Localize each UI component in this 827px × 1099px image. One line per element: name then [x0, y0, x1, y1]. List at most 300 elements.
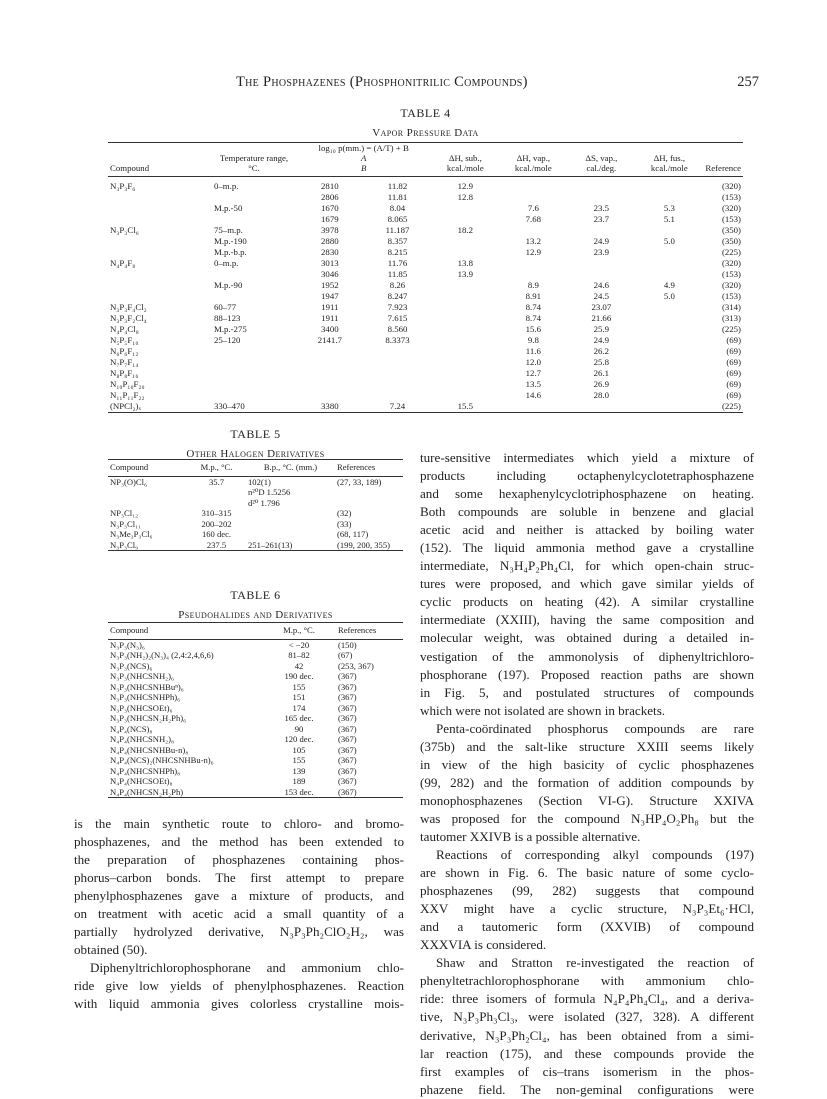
left-column-line: is the main synthetic route to chloro- and bromo-	[74, 816, 404, 831]
table6-cell: (367)	[338, 713, 357, 723]
table4-cell	[212, 368, 296, 379]
right-column-line: XXV might have a cyclic structure, N₃P₃Et₆·HCl,	[420, 901, 754, 917]
table4-cell: (225)	[721, 247, 741, 257]
table4-cell	[635, 269, 703, 280]
left-column-line: phorus–carbon bonds. The first attempt to prepare	[74, 870, 404, 886]
table4-header-row	[108, 143, 743, 177]
table6-cell: N₄P₄(NHCSNHPh)₈	[110, 765, 181, 776]
table4-row	[108, 291, 743, 302]
t4-h-eq-label: log₁₀ p(mm.) = (A/T) + B	[318, 143, 409, 153]
table4-cell	[499, 269, 567, 280]
table4-cell	[499, 258, 567, 269]
table4-cell: 11.81	[387, 192, 408, 202]
table4-row	[108, 368, 743, 379]
table4-cell: N₃P₃Cl₆	[110, 225, 139, 235]
table4-cell: 8.065	[387, 214, 408, 224]
table4-cell	[364, 390, 432, 401]
right-column-line: ture-sensitive intermediates which yield a mixture of	[420, 450, 754, 465]
table5-cell: 251–261(13)	[248, 539, 293, 550]
table4-cell: 24.9	[593, 236, 610, 246]
table4-cell	[431, 346, 499, 357]
t6-h-ref: References	[336, 623, 403, 640]
table4-cell: 7.923	[387, 302, 408, 312]
table4-cell: N₃P₃F₄Cl₂	[110, 302, 147, 312]
right-column-line: first examples of cis–trans isomerism in the phos-	[420, 1063, 754, 1079]
table6-cell: (367)	[338, 702, 357, 713]
table5-cell: N₃P₃Cl₉	[110, 539, 139, 550]
table4-cell: 8.3373	[385, 335, 410, 345]
table6-cell: (67)	[338, 650, 353, 660]
table6-cell: (367)	[338, 765, 357, 776]
table4-cell	[296, 368, 364, 379]
table4-cell	[431, 313, 499, 324]
right-column-line: and a tautomeric form (XXVIB) of compound	[420, 919, 754, 935]
table4-cell: N₅P₅F₁₀	[110, 335, 139, 345]
table4-cell: 26.1	[593, 368, 610, 378]
table4-cell: 3380	[321, 401, 339, 411]
table5-cell: (27, 33, 189)	[337, 476, 382, 487]
table6-cell: (367)	[338, 681, 357, 692]
table4-cell: 11.6	[525, 346, 541, 356]
table5-row	[108, 529, 403, 540]
table4-row	[108, 302, 743, 313]
table5-cell: (68, 117)	[337, 529, 369, 539]
table5-cell	[246, 529, 335, 540]
table4-cell	[108, 214, 212, 225]
table4-cell: (153)	[721, 214, 741, 224]
table4-cell	[635, 379, 703, 390]
right-column-text	[420, 449, 754, 1099]
table4-cell: 0–m.p.	[214, 181, 239, 191]
left-column-line: ride give low yields of phenylphosphazenes. Reaction	[74, 978, 404, 994]
table5-header-row	[108, 460, 403, 477]
table4-cell	[212, 390, 296, 401]
table6-row	[108, 776, 403, 787]
table6-cell: N₄P₄(NCS)₂(NHCSNHBu-n)₆	[110, 755, 214, 765]
left-column-line: phosphazenes, and the method has been extended to	[74, 834, 404, 850]
table4-cell: 28.0	[593, 390, 610, 400]
table6-row	[108, 639, 403, 650]
table4-cell	[364, 357, 432, 368]
table5-cell: NP₃(O)Cl₆	[110, 476, 148, 487]
table5-row	[108, 508, 403, 519]
table4-cell	[431, 390, 499, 401]
table4-cell: N₃P₃F₂Cl₄	[110, 313, 147, 323]
table4-cell: (225)	[721, 324, 741, 334]
table4-cell: 26.2	[593, 346, 610, 356]
table4-cell	[296, 357, 364, 368]
table4-cell: 8.357	[387, 236, 408, 246]
table6-cell: (367)	[338, 723, 357, 734]
table4-cell: 12.9	[457, 181, 474, 191]
table5-cell: 200–202	[201, 518, 232, 529]
table4-cell: (69)	[726, 390, 741, 400]
table4-cell: 1911	[321, 302, 339, 312]
table4-cell: 11.187	[385, 225, 410, 235]
table6-row	[108, 755, 403, 766]
table4-cell: 25.9	[593, 324, 610, 334]
table4-cell	[364, 379, 432, 390]
table4-cell: 23.9	[593, 247, 610, 257]
table6-cell: N₄P₄(NHCSN₂H₂Ph)	[110, 786, 184, 797]
table4-row	[108, 247, 743, 258]
table4-cell: 2141.7	[317, 335, 342, 345]
right-column-line: (375b) and the salt-like structure XXIII seems likely	[420, 738, 754, 754]
table4-cell: 7.615	[387, 313, 408, 323]
table6-cell: N₄P₄(NHCSOEt)₈	[110, 776, 173, 786]
table6-row	[108, 703, 403, 714]
table4-cell: (314)	[721, 302, 741, 312]
table4-cell	[499, 177, 567, 193]
table4-cell	[296, 346, 364, 357]
table5-number: TABLE 5	[230, 427, 281, 441]
table4-cell	[635, 225, 703, 236]
table4-cell: N₁₁P₁₁F₂₂	[110, 390, 145, 400]
table6-cell: 155	[292, 755, 306, 765]
table6-cell: (367)	[338, 786, 357, 797]
table4-cell	[431, 324, 499, 335]
table5-cell: N₃Me₃P₃Cl₆	[110, 529, 153, 539]
table4-cell: (69)	[726, 379, 741, 389]
table4-cell: 18.2	[457, 225, 474, 235]
table4-cell	[635, 335, 703, 346]
table4-title: Vapor Pressure Data	[372, 127, 479, 139]
table4-cell: 7.24	[389, 401, 406, 411]
table4-cell: M.p.-90	[214, 280, 243, 290]
table4-cell	[635, 368, 703, 379]
right-column-line: Penta-coördinated phosphorus compounds are rare	[436, 720, 754, 736]
table4-cell: 3978	[321, 225, 339, 235]
table4-cell	[212, 291, 296, 302]
table4-cell	[108, 203, 212, 214]
table4-cell	[108, 269, 212, 280]
table4-cell: 2830	[321, 247, 339, 257]
table4-row	[108, 390, 743, 401]
table4-cell: (69)	[726, 335, 741, 345]
table4-cell: 13.8	[457, 258, 474, 268]
table4-cell: 2806	[321, 192, 339, 202]
table6-cell: (367)	[338, 671, 357, 681]
table4-cell: 1952	[321, 280, 339, 290]
table4-cell: 2810	[321, 181, 339, 191]
table4-row	[108, 346, 743, 357]
table4-row	[108, 280, 743, 291]
table4-cell	[212, 357, 296, 368]
right-column-line: intermediate, N₃H₄P₂Ph₄Cl, for which open-chain struc-	[420, 558, 754, 574]
t4-h-a: A	[360, 153, 367, 163]
table5-cell	[246, 519, 335, 530]
right-column-line: derivative, N₃P₃Ph₂Cl₄, has been obtained from a simi-	[420, 1027, 754, 1043]
table6-row	[108, 734, 403, 745]
table6-cell: N₃P₃(NHCSNHBuⁿ)₆	[110, 681, 184, 692]
table4-cell: 5.1	[663, 214, 675, 224]
table4-cell	[212, 346, 296, 357]
right-column-line: tures were proposed, and which gave similar yields of	[420, 576, 754, 592]
table6-cell: 151	[292, 692, 306, 702]
table6-cell: 153 dec.	[284, 786, 314, 797]
t4-h-hvap: ΔH, vap., kcal./mole	[499, 143, 567, 177]
left-column-line: with liquid ammonia gives colorless crystalline mois-	[74, 996, 404, 1012]
table4-cell	[212, 192, 296, 203]
table4-cell: 4.9	[663, 280, 675, 290]
right-column-line: was proposed for the compound N₃HP₄O₂Ph₈ but the	[420, 810, 754, 826]
table4-row	[108, 258, 743, 269]
table4-cell: 5.0	[663, 291, 675, 301]
table5-row	[108, 519, 403, 530]
table4-cell: 11.85	[387, 269, 408, 279]
table5-row	[108, 476, 403, 487]
table4-cell	[635, 302, 703, 313]
right-column-line: phenyltetrachlorophosphorane with ammonium chlo-	[420, 973, 754, 989]
table4-cell: 24.5	[593, 291, 610, 301]
table4-cell: 8.74	[525, 302, 542, 312]
right-column-line: monophosphazenes (Section VI-G). Structure XXIVA	[420, 792, 754, 808]
table6-title: Pseudohalides and Derivatives	[178, 609, 333, 621]
table4-cell	[635, 258, 703, 269]
table4-cell: 11.82	[387, 181, 408, 191]
table4-caption	[108, 106, 743, 139]
table4-cell: N₈P₈F₁₆	[110, 368, 139, 378]
table4-cell	[108, 280, 212, 291]
table6-cell: N₃P₃(NHCSNHPh)₆	[110, 692, 181, 702]
table4-cell	[364, 346, 432, 357]
running-header	[0, 74, 827, 94]
table6-cell: N₄P₄(NHCSNH₂)₈	[110, 734, 175, 744]
table4-cell: 24.6	[593, 280, 610, 290]
table6-header-row	[108, 623, 403, 640]
table6-number: TABLE 6	[230, 588, 281, 602]
table6-row	[108, 766, 403, 777]
table4-cell: 8.26	[389, 280, 406, 290]
table4-cell	[567, 192, 635, 203]
table4-cell: M.p.-275	[214, 324, 247, 334]
right-column-line: (152). The liquid ammonia method gave a crystalline	[420, 540, 754, 556]
table4-cell: 13.9	[457, 269, 474, 279]
table4-cell: (69)	[726, 368, 741, 378]
table6-cell: N₃P₃(NHCSN₂H₂Ph)₆	[110, 713, 187, 723]
table4-row	[108, 357, 743, 368]
table4-cell	[567, 401, 635, 413]
table4-cell	[635, 390, 703, 401]
table4-row	[108, 177, 743, 193]
table4-cell	[108, 236, 212, 247]
table6-cell: 81–82	[288, 650, 310, 660]
table6-cell: 90	[294, 723, 304, 734]
table5-cell: d²⁰ 1.796	[248, 497, 280, 508]
table6-cell: 105	[292, 744, 306, 755]
table4-cell: (NPCl₂)ₓ	[110, 401, 142, 411]
table6-cell: N₄P₄(NCS)₈	[110, 723, 153, 734]
table4-cell	[431, 203, 499, 214]
table6-cell: (367)	[338, 692, 357, 702]
table6-cell: 155	[292, 681, 306, 692]
right-column-line: Both compounds are soluble in benzene and glacial	[420, 504, 754, 520]
table4-cell: N₄P₄Cl₈	[110, 324, 139, 334]
table6-cell: (150)	[338, 639, 357, 650]
table4-cell: 15.5	[457, 401, 474, 411]
table4-cell: 1670	[321, 203, 339, 213]
t5-h-ref: References	[335, 460, 403, 477]
table5-title: Other Halogen Derivatives	[186, 448, 325, 460]
table4-cell	[431, 236, 499, 247]
table4-cell: 8.91	[525, 291, 542, 301]
table4-row	[108, 203, 743, 214]
table5-cell: NP₃Cl₁₂	[110, 508, 139, 518]
left-column-line: on treatment with acetic acid a small quantity of a	[74, 906, 404, 922]
table5-cell: 237.5	[206, 539, 227, 550]
table4-cell	[108, 291, 212, 302]
right-column-line: tive, N₃P₃Ph₃Cl₃, were isolated (327, 328). A different	[420, 1009, 754, 1025]
table4-cell	[431, 247, 499, 258]
table4-cell	[431, 368, 499, 379]
table4-cell: 13.2	[525, 236, 542, 246]
t4-h-temp: Temperature range, °C.	[212, 143, 296, 177]
table5-cell: (199, 200, 355)	[337, 539, 390, 550]
running-title: The Phosphazenes (Phosphonitrilic Compounds)	[236, 74, 528, 90]
table4-cell: N₆P₆F₁₂	[110, 346, 139, 356]
right-column-line: vestigation of the ammonolysis of diphenyltrichloro-	[420, 648, 754, 664]
table4-cell	[431, 335, 499, 346]
table6-cell: 120 dec.	[284, 734, 314, 744]
table4-cell	[567, 177, 635, 193]
table4-row	[108, 335, 743, 346]
table6-row	[108, 692, 403, 703]
table4-cell	[567, 225, 635, 236]
table4-cell	[499, 192, 567, 203]
table6-cell: N₃P₃(NHCSNH₂)₆	[110, 671, 175, 681]
table6-row	[108, 650, 403, 661]
t5-h-mp: M.p., °C.	[187, 460, 246, 477]
table4-cell: 75–m.p.	[214, 225, 243, 235]
table4-cell: (153)	[721, 269, 741, 279]
table4-cell: 3046	[321, 269, 339, 279]
table6-cell: N₃P₃(N₃)₆	[110, 639, 145, 650]
table4-cell: 1911	[321, 313, 339, 323]
table4-cell: 7.6	[527, 203, 539, 213]
table4-cell: 7.68	[525, 214, 542, 224]
table4-cell: 26.9	[593, 379, 610, 389]
t5-h-compound: Compound	[108, 460, 187, 477]
table4-cell: 0–m.p.	[214, 258, 239, 268]
left-column-line: obtained (50).	[74, 942, 148, 958]
table6-cell: (367)	[338, 776, 357, 786]
table4-cell	[431, 280, 499, 291]
table4-row	[108, 401, 743, 413]
table6-cell: (367)	[338, 755, 357, 765]
table4-cell: (153)	[721, 291, 741, 301]
t4-h-eq	[296, 143, 431, 177]
table6-row	[108, 682, 403, 693]
table5-caption	[108, 427, 403, 460]
right-column-line: intermediate (XXIII), having the same composition and	[420, 612, 754, 628]
table4-row	[108, 313, 743, 324]
right-column-line: and some hexaphenylcyclotriphosphazene on heating.	[420, 486, 754, 502]
table4-cell: 8.247	[387, 291, 408, 301]
table4-cell: N₄P₄F₈	[110, 258, 136, 268]
table6-cell: N₃P₃(NH₂)₂(N₃)₄ (2,4:2,4,6,6)	[110, 650, 214, 660]
table4-cell: (320)	[721, 258, 741, 268]
table4-cell: N₃P₃F₆	[110, 181, 136, 191]
table5-cell: (33)	[337, 518, 352, 529]
t4-h-hsub: ΔH, sub., kcal./mole	[431, 143, 499, 177]
table4-cell: 3013	[321, 258, 339, 268]
left-column-line: partially hydrolyzed derivative, N₃P₃Ph₂ClO₂H₂, was	[74, 924, 404, 940]
right-column-line: are shown in Fig. 6. The basic nature of some cyclo-	[420, 865, 754, 881]
table4-cell	[635, 346, 703, 357]
table4-cell	[431, 214, 499, 225]
t4-h-hfus: ΔH, fus., kcal./mole	[635, 143, 703, 177]
right-column-line: phosphorane (197). Proposed reaction paths are shown	[420, 666, 754, 682]
table4-cell: 9.8	[527, 335, 539, 345]
table4-cell: 13.5	[525, 379, 542, 389]
table4-cell: 25–120	[214, 335, 241, 345]
table4-cell: 2880	[321, 236, 339, 246]
table4-cell: 1679	[321, 214, 339, 224]
vapor-pressure-table	[108, 142, 743, 413]
left-column-line: Diphenyltrichlorophosphorane and ammonium chlo-	[90, 960, 404, 976]
table4-cell	[635, 324, 703, 335]
table4-cell	[364, 368, 432, 379]
table5-cell	[108, 498, 187, 509]
table4-cell	[431, 302, 499, 313]
right-column-line: Shaw and Stratton re-investigated the reaction of	[436, 955, 754, 971]
table4-cell	[108, 247, 212, 258]
right-column-line: phazene field. The non-geminal configurations were	[420, 1081, 754, 1097]
table6-cell: (253, 367)	[338, 660, 374, 671]
table4-cell	[108, 192, 212, 203]
t4-h-ref: Reference	[703, 143, 743, 177]
table4-cell: 23.7	[593, 214, 610, 224]
right-column-line: products including octaphenylcyclotetraphosphazene	[420, 468, 754, 484]
table4-cell: (320)	[721, 181, 741, 191]
table6-cell: 174	[292, 702, 306, 713]
table5-row	[108, 487, 403, 498]
table4-cell: 8.04	[389, 203, 406, 213]
table6-cell: 165 dec.	[284, 713, 314, 723]
right-column-line: which were not isolated are shown in brackets.	[420, 702, 666, 718]
page-number: 257	[737, 74, 759, 90]
table6-row	[108, 661, 403, 672]
table4-cell: 15.6	[525, 324, 542, 334]
table4-cell: (69)	[726, 357, 741, 367]
table4-cell: N₁₀P₁₀F₂₀	[110, 379, 145, 389]
table5-cell: 310–315	[201, 508, 232, 518]
table5-cell: 160 dec.	[201, 529, 232, 539]
right-column-line: (99, 282) and the formation of addition compounds by	[420, 774, 754, 790]
t4-h-b: B	[360, 163, 367, 173]
table4-row	[108, 214, 743, 225]
table6-cell: N₃P₃(NCS)₆	[110, 660, 153, 671]
table4-cell	[635, 192, 703, 203]
t6-h-compound: Compound	[108, 623, 262, 640]
t4-h-svap: ΔS, vap., cal./deg.	[567, 143, 635, 177]
table4-cell	[635, 247, 703, 258]
table4-cell: (350)	[721, 225, 741, 235]
table4-row	[108, 225, 743, 236]
halogen-derivatives-table	[108, 459, 403, 551]
right-column-line: molecular weight, was obtained during a detailed in-	[420, 630, 754, 646]
table4-cell	[635, 313, 703, 324]
table4-cell: (320)	[721, 280, 741, 290]
table4-cell	[296, 390, 364, 401]
table6-cell: 190 dec.	[284, 671, 314, 681]
table5-cell: (32)	[337, 508, 352, 518]
right-column-line: in view of the high basicity of cyclic phosphazenes	[420, 756, 754, 772]
table5-cell	[108, 487, 187, 498]
table4-cell	[499, 225, 567, 236]
table4-cell	[567, 269, 635, 280]
table4-cell: (313)	[721, 313, 741, 323]
